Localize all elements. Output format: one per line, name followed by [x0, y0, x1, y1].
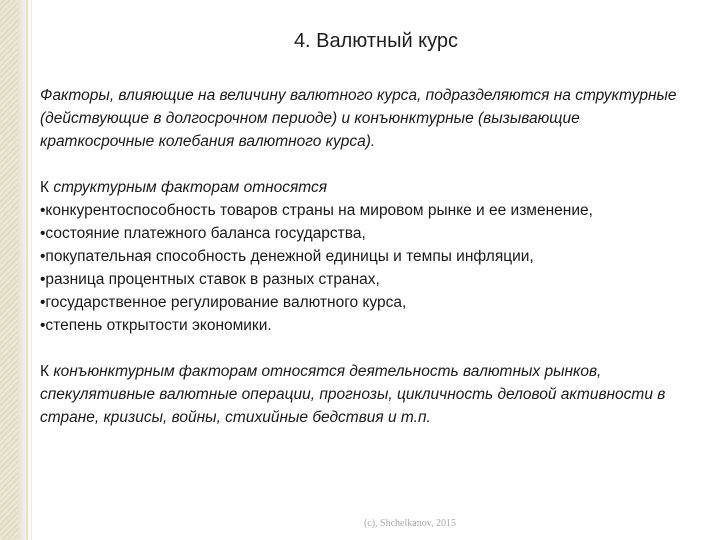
- decorative-line: [26, 0, 28, 540]
- copyright-footer: (c), Shchelkanov, 2015: [363, 518, 457, 529]
- spacer: [40, 153, 688, 176]
- list-item: •разница процентных ставок в разных странах,: [40, 271, 380, 288]
- decorative-paper-stripe: [0, 0, 18, 540]
- conjunctural-prefix: К: [40, 363, 54, 380]
- list-item: •конкурентоспособность товаров страны на мировом рынке и ее изменение,: [40, 202, 593, 219]
- structural-heading-prefix: К: [40, 179, 54, 196]
- decorative-stripe-shadow: [18, 0, 32, 540]
- conjunctural-paragraph: [40, 360, 688, 429]
- slide-title: 4. Валютный курс: [293, 30, 459, 52]
- list-item: •степень открытости экономики.: [40, 317, 272, 334]
- structural-heading-text: структурным факторам относятся: [53, 179, 328, 196]
- conjunctural-text: конъюнктурным факторам относятся деятельность валютных рынков, спекулятивные валютные операции, прогнозы, цикличность деловой активности в стране, кризисы, войны, стихийные бедствия и т.п.: [40, 363, 666, 426]
- intro-paragraph: Факторы, влияющие на величину валютного курса, подразделяются на структурные (действующие в долгосрочном периоде) и конъюнктурные (вызывающие краткосрочные колебания валютного курса).: [40, 87, 677, 150]
- list-item: •покупательная способность денежной единицы и темпы инфляции,: [40, 248, 534, 265]
- list-item: •состояние платежного баланса государства,: [40, 225, 366, 242]
- structural-heading: [40, 176, 688, 199]
- list-item: •государственное регулирование валютного курса,: [40, 294, 407, 311]
- structural-factors-list: [40, 199, 688, 337]
- spacer: [40, 337, 688, 360]
- decorative-line-thin: [31, 0, 32, 540]
- slide-body: [40, 84, 688, 429]
